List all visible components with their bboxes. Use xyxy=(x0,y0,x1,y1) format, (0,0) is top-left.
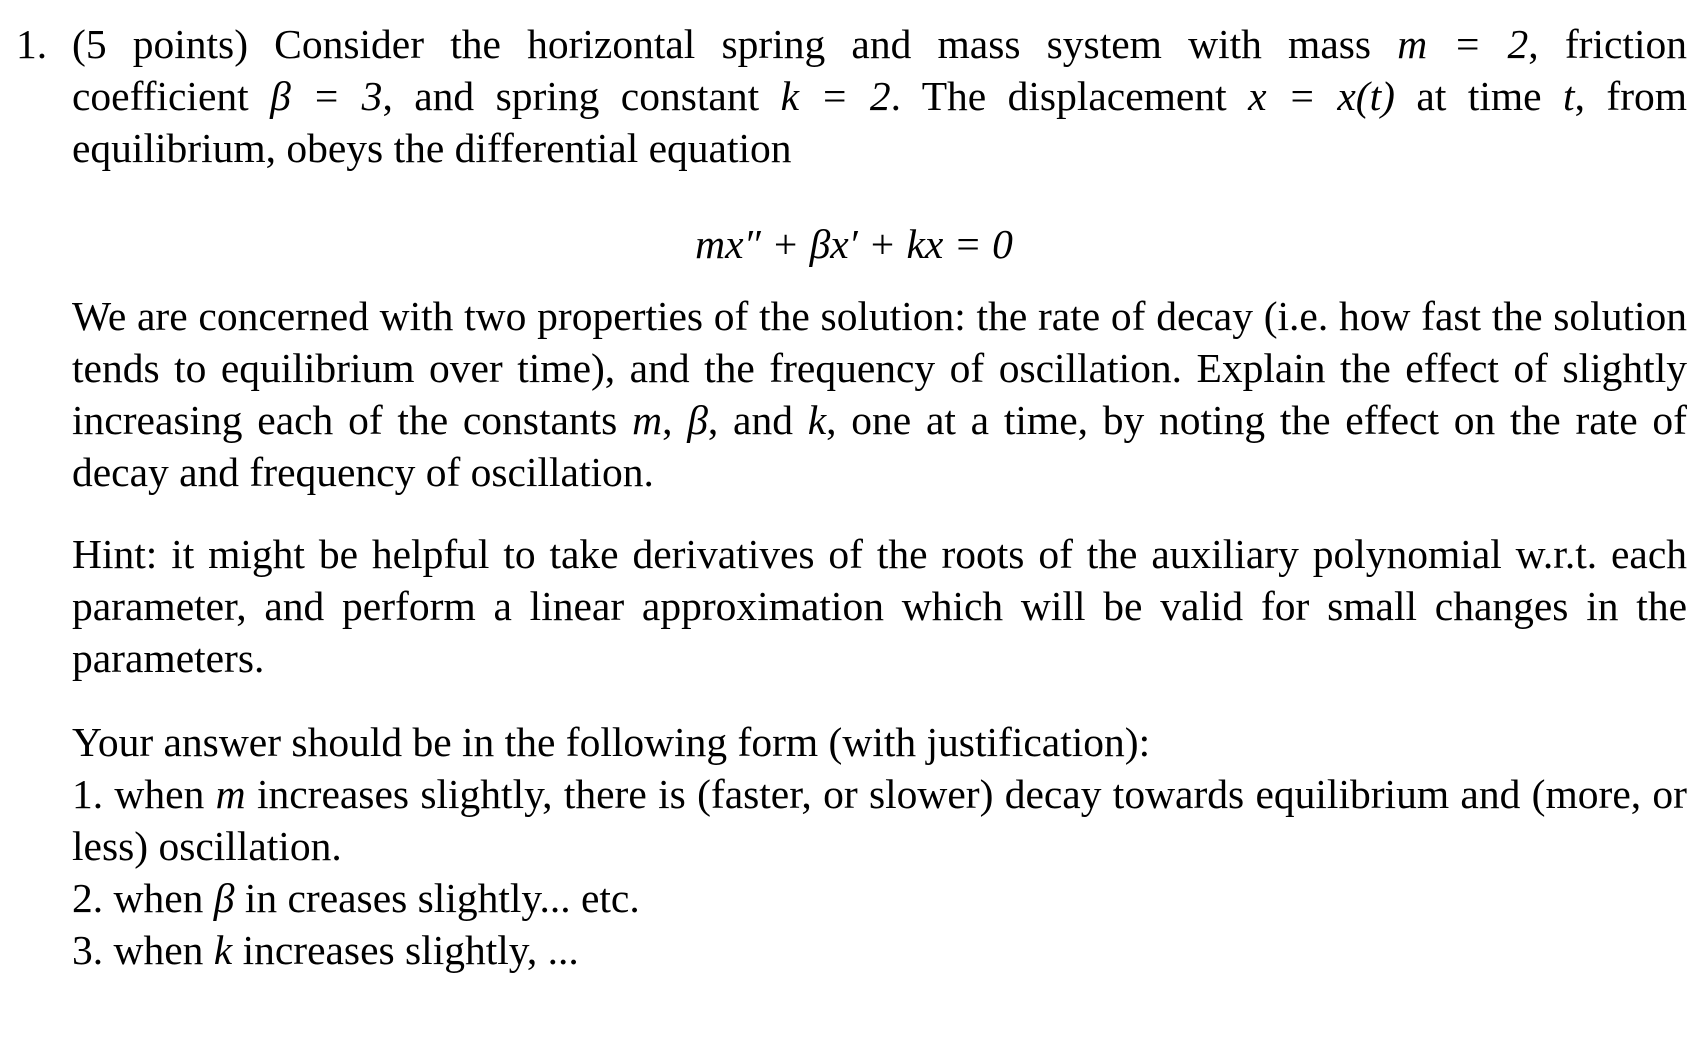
hint-paragraph: Hint: it might be helpful to take derivatives of the roots of the auxiliary polynomial w.r.t. each parameter, and perform a linear approximation which will be valid for small changes in the parameters. xyxy=(72,531,1687,681)
item1-var: m xyxy=(215,771,246,817)
time-var: t xyxy=(1563,73,1575,119)
answer-item-1 xyxy=(72,768,1687,872)
concern-var-k: k xyxy=(807,397,827,443)
concern-sep-2: , and xyxy=(707,397,793,443)
k-value: k = 2 xyxy=(780,73,891,119)
answer-form xyxy=(72,716,1687,976)
concern-var-beta: β xyxy=(687,397,708,443)
problem-number: 1. xyxy=(16,21,48,67)
intro-line-1 xyxy=(72,18,1687,70)
intro-text-2b: , and spring constant xyxy=(382,73,760,119)
intro-text-2e: , from xyxy=(1574,73,1688,119)
intro-text-2c: . The displacement xyxy=(890,73,1227,119)
item3-prefix: 3. when xyxy=(72,927,204,973)
intro-line-2 xyxy=(72,70,1687,122)
item1-prefix: 1. when xyxy=(72,771,205,817)
intro-line-3: equilibrium, obeys the differential equation xyxy=(72,125,792,171)
answer-item-3 xyxy=(72,924,1687,976)
item3-var: k xyxy=(213,927,233,973)
item2-prefix: 2. when xyxy=(72,875,204,921)
intro-text-1: (5 points) Consider the horizontal spring and mass system with mass xyxy=(72,21,1372,67)
intro-text-friction: , friction xyxy=(1528,21,1687,67)
beta-value: β = 3 xyxy=(270,73,383,119)
differential-equation: mx″ + βx′ + kx = 0 xyxy=(695,221,1013,267)
item2-var: β xyxy=(213,875,235,921)
concern-sep-1: , xyxy=(662,397,673,443)
intro-text-2a: coefficient xyxy=(72,73,249,119)
concern-text-2: , one at a time, by noting the effect on the rate of decay and frequency of oscillation. xyxy=(72,397,1687,495)
problem-intro xyxy=(72,18,1687,174)
item3-text: increases slightly, ... xyxy=(242,927,579,973)
concern-text-1: We are concerned with two properties of the solution: the rate of decay (i.e. how fast the solution tends to equilibrium over time), and the frequency of oscillation. Explain the effect of slightly increasing each of the constants xyxy=(72,293,1687,443)
mass-value: m = 2 xyxy=(1397,21,1529,67)
item2-text: in creases slightly... etc. xyxy=(244,875,640,921)
answer-item-2 xyxy=(72,872,1687,924)
concern-var-m: m xyxy=(632,397,663,443)
concern-paragraph xyxy=(72,290,1687,498)
item1-text: increases slightly, there is (faster, or slower) decay towards equilibrium and (more, or less) oscillation. xyxy=(72,771,1687,869)
intro-text-2d: at time xyxy=(1416,73,1542,119)
answer-form-intro: Your answer should be in the following form (with justification): xyxy=(72,719,1151,765)
displacement-def: x = x(t) xyxy=(1248,73,1395,119)
